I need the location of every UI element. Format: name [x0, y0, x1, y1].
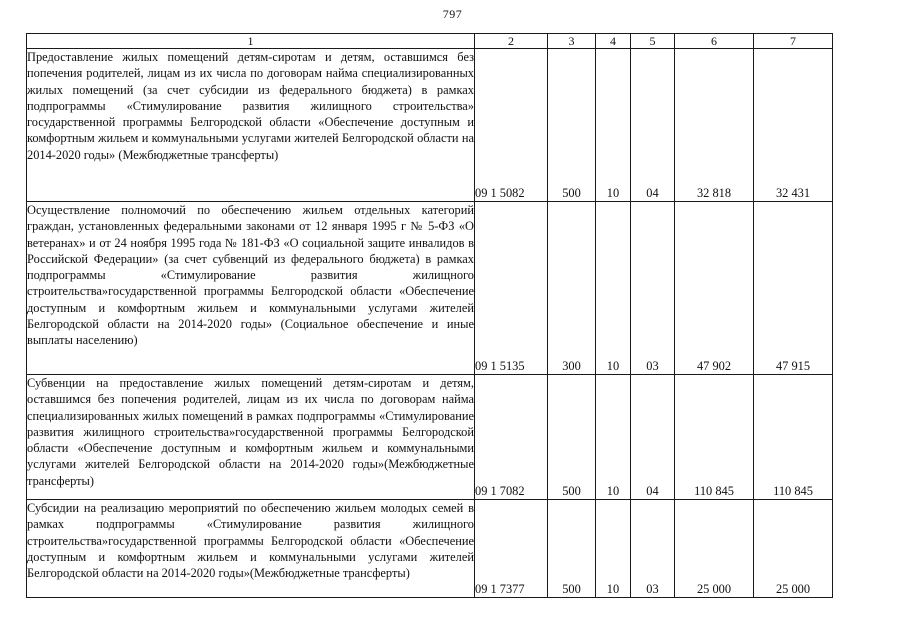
expense-type: 500 — [548, 375, 596, 500]
target-article-code: 09 1 7082 — [475, 375, 548, 500]
amount-col7: 32 431 — [754, 49, 833, 202]
column-header: 1 — [27, 34, 475, 49]
page-number: 797 — [442, 7, 463, 21]
subsection-code: 04 — [631, 375, 675, 500]
column-header: 2 — [475, 34, 548, 49]
header-row — [27, 34, 833, 49]
section-code: 10 — [596, 49, 631, 202]
amount-col7: 47 915 — [754, 202, 833, 375]
row-description: Субвенции на предоставление жилых помещений детям-сиротам и детям, оставшимся без попечения родителей, лицам из их числа по договорам найма специализированных жилых помещений в рамках подпрограммы «Стимулирование развития жилищного строительства»государственной программы Белгородской области «Обеспечение доступным и комфортным жильем и коммунальными услугами жителей Белгородской области на 2014-2020 годы»(Межбюджетные трансферты) — [27, 375, 475, 500]
amount-col6: 47 902 — [675, 202, 754, 375]
row-description: Предоставление жилых помещений детям-сиротам и детям, оставшимся без попечения родителей, лицам из их числа по договорам найма специализированных жилых помещений (за счет субсидии из федерального бюджета) в рамках подпрограммы «Стимулирование развития жилищного строительства» государственной программы Белгородской области «Обеспечение доступным и комфортным жильем и коммунальными услугами жителей Белгородской области на 2014-2020 годы» (Межбюджетные трансферты) — [27, 49, 475, 202]
target-article-code: 09 1 5082 — [475, 49, 548, 202]
table-row — [27, 375, 833, 500]
section-code: 10 — [596, 500, 631, 598]
amount-col7: 110 845 — [754, 375, 833, 500]
column-header: 5 — [631, 34, 675, 49]
target-article-code: 09 1 5135 — [475, 202, 548, 375]
section-code: 10 — [596, 375, 631, 500]
subsection-code: 04 — [631, 49, 675, 202]
expense-type: 300 — [548, 202, 596, 375]
expense-type: 500 — [548, 500, 596, 598]
column-header: 4 — [596, 34, 631, 49]
table-row — [27, 49, 833, 202]
row-description: Осуществление полномочий по обеспечению жильем отдельных категорий граждан, установленных федеральными законами от 12 января 1995 г № 5-ФЗ «О ветеранах» и от 24 ноября 1995 года № 181-ФЗ «О социальной защите инвалидов в Российской Федерации» (за счет субвенций из федерального бюджета) в рамках подпрограммы «Стимулирование развития жилищного строительства»государственной программы Белгородской области «Обеспечение доступным и комфортным жильем и коммунальными услугами жителей Белгородской области на 2014-2020 годы» (Социальное обеспечение и иные выплаты населению) — [27, 202, 475, 375]
row-description: Субсидии на реализацию мероприятий по обеспечению жильем молодых семей в рамках подпрограммы «Стимулирование развития жилищного строительства»государственной программы Белгородской области «Обеспечение доступным и комфортным жильем и коммунальными услугами жителей Белгородской области на 2014-2020 годы»(Межбюджетные трансферты) — [27, 500, 475, 598]
amount-col6: 32 818 — [675, 49, 754, 202]
amount-col6: 110 845 — [675, 375, 754, 500]
column-header: 3 — [548, 34, 596, 49]
table-row — [27, 202, 833, 375]
subsection-code: 03 — [631, 202, 675, 375]
table-row — [27, 500, 833, 598]
column-header: 6 — [675, 34, 754, 49]
amount-col6: 25 000 — [675, 500, 754, 598]
target-article-code: 09 1 7377 — [475, 500, 548, 598]
amount-col7: 25 000 — [754, 500, 833, 598]
section-code: 10 — [596, 202, 631, 375]
budget-table — [26, 33, 833, 598]
subsection-code: 03 — [631, 500, 675, 598]
column-header: 7 — [754, 34, 833, 49]
expense-type: 500 — [548, 49, 596, 202]
